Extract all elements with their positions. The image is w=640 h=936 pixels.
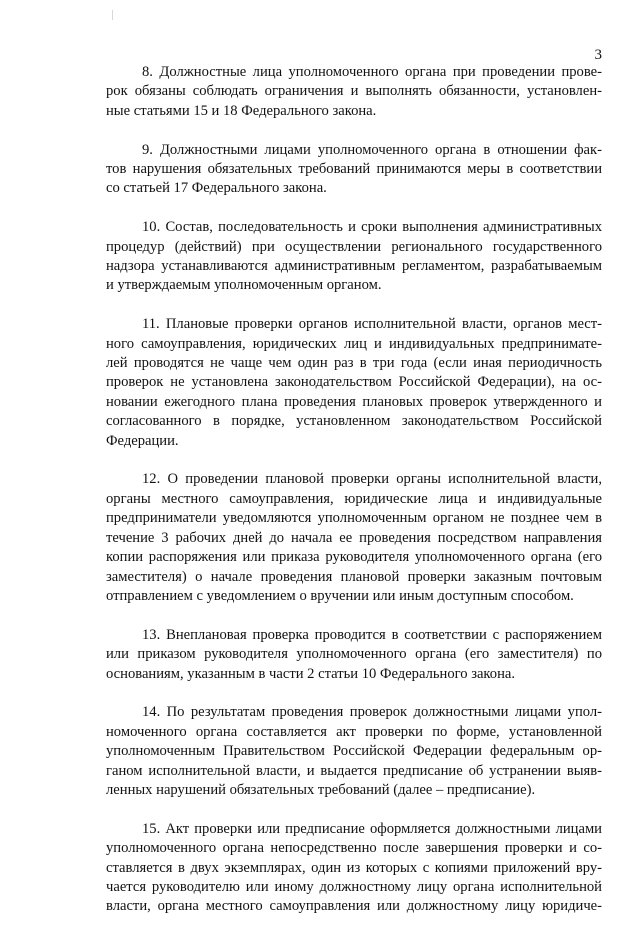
paragraph-4 <box>106 315 602 451</box>
text-line: основаниям, указанным в части 2 статьи 10 Федерального закона. <box>106 665 516 682</box>
text-line: чается руководителю или иному должностному лицу органа исполнительной <box>106 878 602 895</box>
text-line: отправлением с уведомлением о вручении или иным доступным способом. <box>106 587 574 604</box>
text-line: 10. Состав, последовательность и сроки выполнения административных <box>142 219 602 236</box>
text-line: уполномоченного органа непосредственно после завершения проверки и со- <box>106 840 602 857</box>
text-line: или приказом руководителя уполномоченного органа (его заместителя) по <box>106 646 602 663</box>
text-line: проверок не установлена законодательством Российской Федерации), на ос- <box>106 374 602 391</box>
text-line: ганом исполнительной власти, и выдается предписание об устранении выяв- <box>106 762 602 779</box>
text-line: 9. Должностными лицами уполномоченного органа в отношении фак- <box>142 141 602 158</box>
text-line: 11. Плановые проверки органов исполнительной власти, органов мест- <box>142 316 602 333</box>
text-line: номоченного органа составляется акт проверки по форме, установленной <box>106 723 602 740</box>
scan-artifact <box>112 10 113 20</box>
text-line: и утверждаемым уполномоченным органом. <box>106 277 382 294</box>
paragraph-7 <box>106 703 602 800</box>
text-line: ставляется в двух экземплярах, один из которых с копиями приложений вру- <box>106 859 602 876</box>
text-line: тов нарушения обязательных требований принимаются меры в соответствии <box>106 161 602 178</box>
paragraph-8 <box>106 820 602 917</box>
text-line: 14. По результатам проведения проверок должностными лицами упол- <box>142 704 602 721</box>
text-line: новании ежегодного плана проведения плановых проверок утвержденного и <box>106 393 602 410</box>
text-line: уполномоченным Правительством Российской Федерации федеральным ор- <box>106 743 602 760</box>
text-line: предприниматели уведомляются уполномоченным органом не позднее чем в <box>106 510 602 527</box>
text-line: ные статьями 15 и 18 Федерального закона. <box>106 102 377 119</box>
paragraph-1 <box>106 63 602 121</box>
text-line: органы местного самоуправления, юридические лица и индивидуальные <box>106 490 602 507</box>
paragraph-2 <box>106 141 602 199</box>
text-line: ленных нарушений обязательных требований (далее – предписание). <box>106 781 536 798</box>
text-line: власти, органа местного самоуправления или должностному лицу юридиче- <box>106 898 602 915</box>
document-body <box>106 63 602 936</box>
text-line: копии распоряжения или приказа руководителя уполномоченного органа (его <box>106 549 602 566</box>
text-line: 15. Акт проверки или предписание оформляется должностными лицами <box>142 820 602 837</box>
text-line: процедур (действий) при осуществлении регионального государственного <box>106 238 602 255</box>
text-line: 12. О проведении плановой проверки органы исполнительной власти, <box>142 471 602 488</box>
paragraph-6 <box>106 626 602 684</box>
text-line: 8. Должностные лица уполномоченного органа при проведении прове- <box>142 64 602 80</box>
text-line: заместителя) о начале проведения плановой проверки заказным почтовым <box>106 568 602 585</box>
text-line: течение 3 рабочих дней до начала ее проведения посредством направления <box>106 529 602 546</box>
text-line: ного самоуправления, юридических лиц и индивидуальных предпринимате- <box>106 335 602 352</box>
text-line: согласованного в порядке, установленном законодательством Российской <box>106 413 602 430</box>
text-line: Федерации. <box>106 432 179 449</box>
paragraph-3 <box>106 218 602 296</box>
text-line: рок обязаны соблюдать ограничения и выполнять обязанности, установлен- <box>106 83 602 100</box>
page-number: 3 <box>594 47 602 63</box>
text-line: лей проводятся не чаще чем один раз в три года (если иная периодичность <box>106 355 602 372</box>
text-line: 13. Внеплановая проверка проводится в соответствии с распоряжением <box>142 626 602 643</box>
text-line: со статьей 17 Федерального закона. <box>106 180 327 197</box>
text-line: надзора устанавливаются административным регламентом, разрабатываемым <box>106 258 602 275</box>
paragraph-5 <box>106 470 602 606</box>
